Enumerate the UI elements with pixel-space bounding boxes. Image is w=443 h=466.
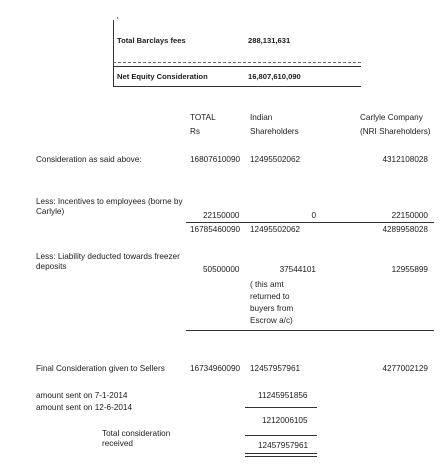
total-received-label: Total consideration received xyxy=(102,429,171,448)
consideration-label: Consideration as said above: xyxy=(36,155,142,164)
final-total: 16734960090 xyxy=(190,364,241,373)
header-carlyle-2: (NRI Shareholders) xyxy=(360,127,431,136)
box-rule-1 xyxy=(113,62,361,63)
subtotal-carlyle: 4289958028 xyxy=(382,225,428,234)
liability-label: Less: Liability deducted towards freezer deposits xyxy=(36,252,180,271)
header-carlyle-1: Carlyle Company xyxy=(360,113,423,122)
box-bottom-rule xyxy=(113,86,361,87)
sent2-value: 1212006105 xyxy=(262,416,308,425)
tick-mark: ' xyxy=(117,16,119,25)
sent1-value: 11245951856 xyxy=(258,391,308,400)
subtotal-total: 16785460090 xyxy=(190,225,241,234)
incentives-carlyle: 22150000 xyxy=(391,211,428,220)
incentives-total: 22150000 xyxy=(203,211,240,220)
total-received-value: 12457957961 xyxy=(258,441,309,450)
sent2-label: amount sent on 12-6-2014 xyxy=(36,403,133,412)
final-indian: 12457957961 xyxy=(250,364,301,373)
sent2-rule xyxy=(245,435,317,436)
final-label: Final Consideration given to Sellers xyxy=(36,364,165,373)
consideration-indian: 12495502062 xyxy=(250,155,301,164)
total-underline-1 xyxy=(245,453,317,454)
liability-rule xyxy=(186,330,434,331)
header-total-2: Rs xyxy=(190,127,201,136)
liability-carlyle: 12955899 xyxy=(391,265,428,274)
box-left-border xyxy=(113,20,114,86)
liability-indian: 37544101 xyxy=(279,265,316,274)
liability-indian-note: ( this amt returned to buyers from Escrow a/c) xyxy=(250,280,294,325)
consideration-total: 16807610090 xyxy=(190,155,241,164)
sent1-label: amount sent on 7-1-2014 xyxy=(36,391,128,400)
header-indian-1: Indian xyxy=(250,113,273,122)
net-equity-value: 16,807,610,090 xyxy=(248,72,301,81)
net-equity-label: Net Equity Consideration xyxy=(117,72,208,81)
incentives-label: Less: Incentives to employees (borne by Carlyle) xyxy=(36,197,183,216)
sent1-rule xyxy=(245,407,317,408)
barclays-fees-label: Total Barclays fees xyxy=(117,36,186,45)
total-underline-2 xyxy=(245,456,317,457)
box-rule-2 xyxy=(113,66,361,67)
incentives-indian: 0 xyxy=(311,211,316,220)
header-total-1: TOTAL xyxy=(190,113,216,122)
header-indian-2: Shareholders xyxy=(250,127,299,136)
barclays-fees-value: 288,131,631 xyxy=(248,36,291,45)
consideration-carlyle: 4312108028 xyxy=(382,155,428,164)
incentives-rule xyxy=(186,222,434,223)
final-carlyle: 4277002129 xyxy=(382,364,428,373)
liability-total: 50500000 xyxy=(203,265,240,274)
subtotal-indian: 12495502062 xyxy=(250,225,301,234)
